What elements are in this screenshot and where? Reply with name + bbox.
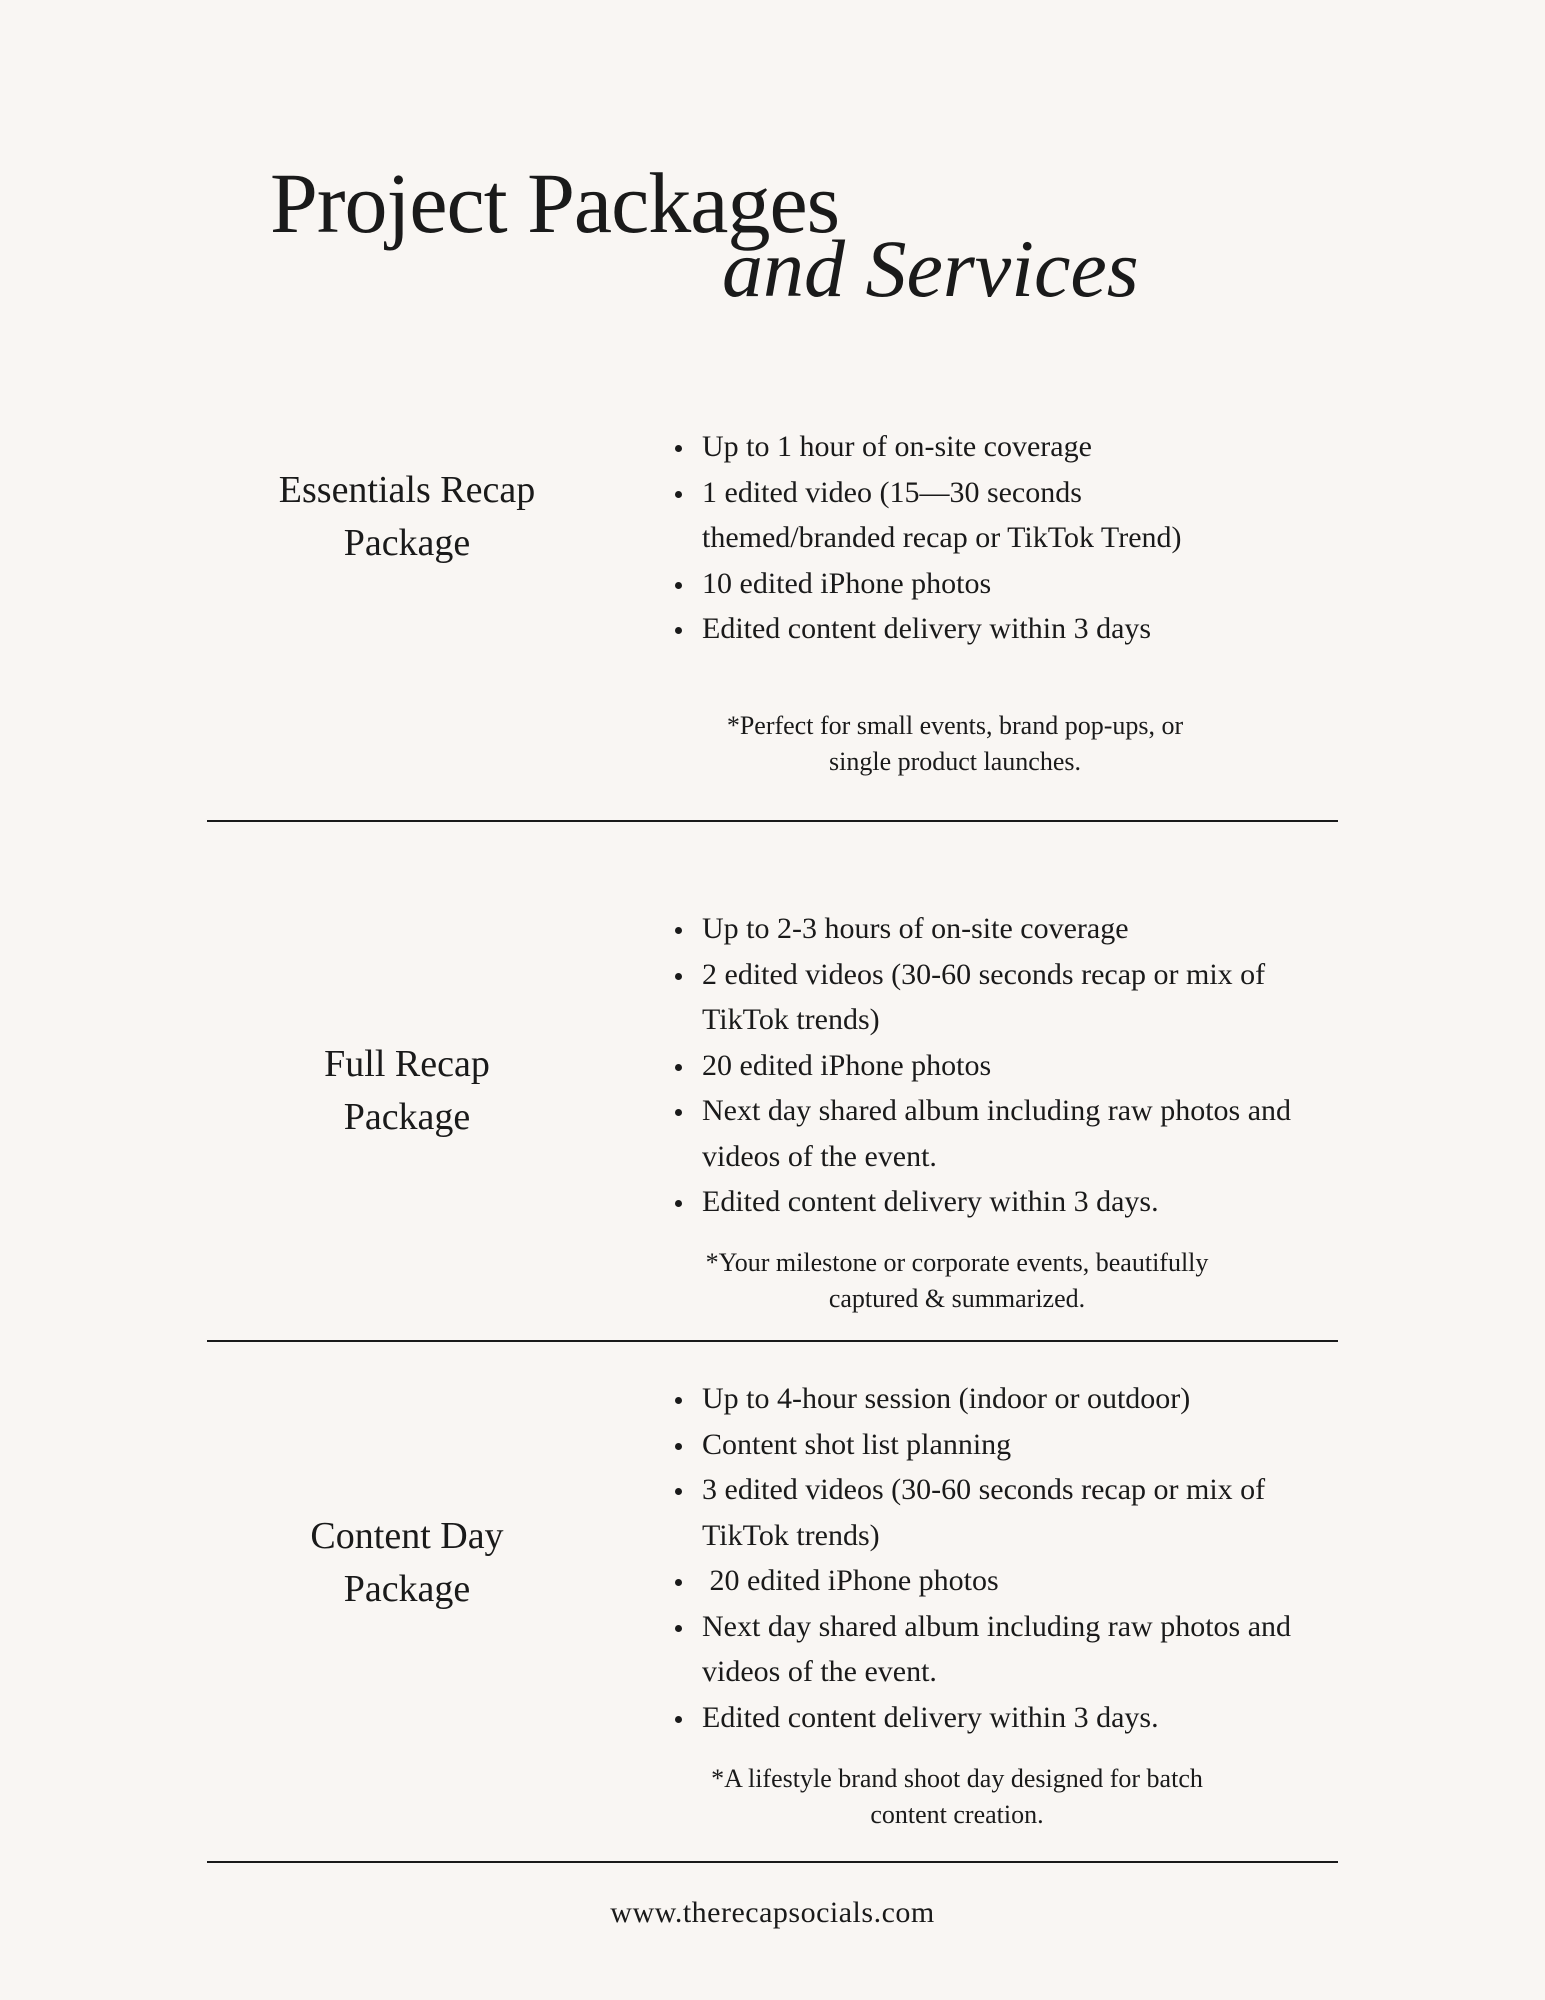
- list-item: 3 edited videos (30-60 seconds recap or mix of TikTok trends): [702, 1467, 1327, 1558]
- package-note-line2: captured & summarized.: [828, 1284, 1086, 1313]
- list-item: Edited content delivery within 3 days.: [702, 1179, 1362, 1225]
- package-name-line1: Content Day: [310, 1515, 504, 1557]
- section-divider: [207, 820, 1338, 822]
- website-link[interactable]: www.therecapsocials.com: [610, 1896, 935, 1929]
- package-note: [667, 1245, 1247, 1317]
- package-note: [665, 708, 1245, 780]
- list-item: Up to 1 hour of on-site coverage: [702, 424, 1362, 470]
- package-name-line2: Package: [343, 1568, 471, 1610]
- package-name-line1: Essentials Recap: [278, 469, 536, 511]
- feature-list: [667, 906, 1362, 1225]
- list-item: Up to 4-hour session (indoor or outdoor): [702, 1376, 1362, 1422]
- package-note-line2: single product launches.: [829, 747, 1081, 776]
- package-note: [667, 1761, 1247, 1833]
- list-item: 2 edited videos (30-60 seconds recap or mix of TikTok trends): [702, 952, 1327, 1043]
- package-note-line2: content creation.: [870, 1800, 1044, 1829]
- feature-list: [667, 424, 1362, 652]
- package-name-line2: Package: [343, 1096, 471, 1138]
- list-item: Up to 2-3 hours of on-site coverage: [702, 906, 1362, 952]
- feature-list: [667, 1376, 1362, 1740]
- list-item: Content shot list planning: [702, 1422, 1362, 1468]
- package-name-line1: Full Recap: [324, 1043, 490, 1085]
- list-item: 20 edited iPhone photos: [702, 1558, 1362, 1604]
- list-item: Next day shared album including raw photos and videos of the event.: [702, 1088, 1302, 1179]
- package-note-line1: *Your milestone or corporate events, beautifully: [705, 1248, 1209, 1277]
- package-note-line1: *Perfect for small events, brand pop-ups, or: [726, 711, 1184, 740]
- list-item: 1 edited video (15—30 seconds themed/branded recap or TikTok Trend): [702, 470, 1262, 561]
- package-note-line1: *A lifestyle brand shoot day designed for batch: [711, 1764, 1203, 1793]
- section-divider: [207, 1861, 1338, 1863]
- section-divider: [207, 1340, 1338, 1342]
- list-item: 10 edited iPhone photos: [702, 561, 1362, 607]
- page-subtitle: and Services: [722, 223, 1139, 314]
- package-name: [207, 1038, 607, 1144]
- list-item: Edited content delivery within 3 days.: [702, 1695, 1362, 1741]
- package-name-line2: Package: [343, 522, 471, 564]
- package-name: [207, 1510, 607, 1616]
- page-title: Project Packages: [270, 155, 840, 251]
- package-name: [207, 464, 607, 570]
- list-item: 20 edited iPhone photos: [702, 1043, 1362, 1089]
- list-item: Next day shared album including raw photos and videos of the event.: [702, 1604, 1302, 1695]
- list-item: Edited content delivery within 3 days: [702, 606, 1362, 652]
